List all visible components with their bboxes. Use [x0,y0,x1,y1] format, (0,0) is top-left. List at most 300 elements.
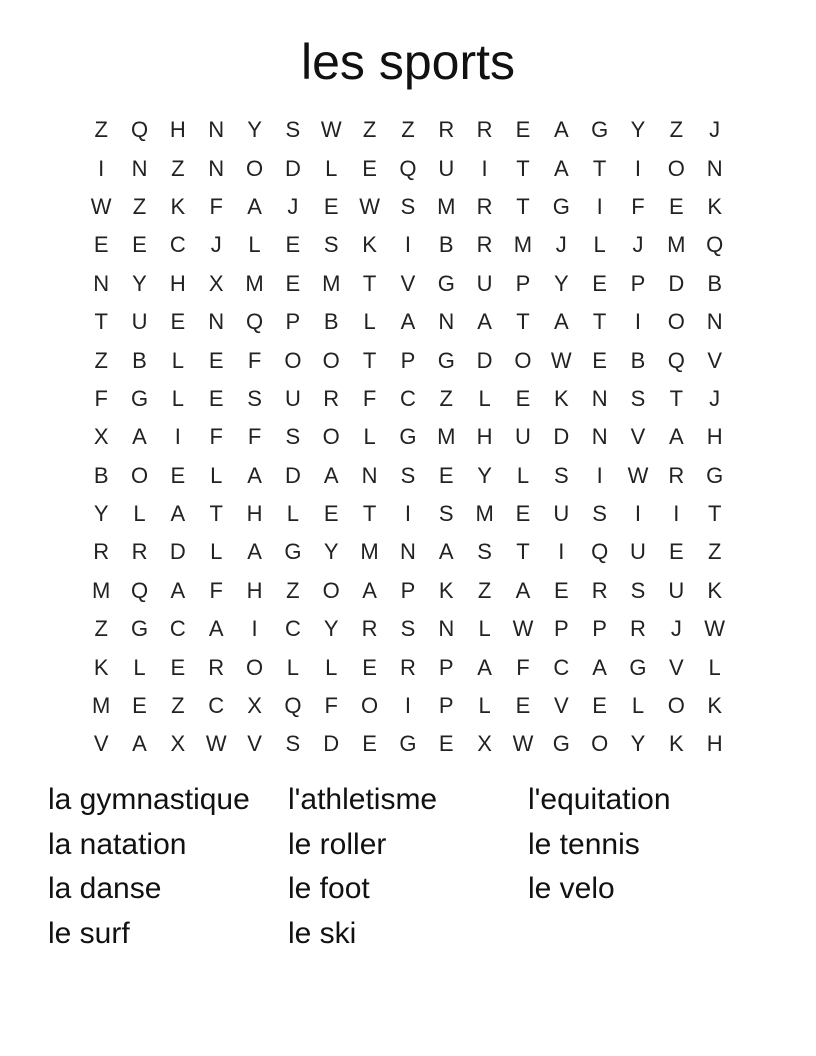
grid-letter[interactable]: K [553,385,569,411]
grid-letter[interactable]: X [247,693,262,719]
grid-letter[interactable]: T [362,270,377,296]
grid-letter[interactable]: L [133,654,146,680]
grid-letter[interactable]: T [669,385,684,411]
grid-letter[interactable]: R [668,462,685,488]
grid-letter[interactable]: Q [245,309,264,335]
grid-letter[interactable]: L [708,654,721,680]
grid-letter[interactable]: Y [93,501,109,527]
grid-letter[interactable]: S [592,501,607,527]
grid-letter[interactable]: E [323,193,339,219]
grid-letter[interactable]: N [208,309,225,335]
grid-letter[interactable]: K [362,232,377,258]
grid-letter[interactable]: E [285,232,301,258]
grid-letter[interactable]: T [592,155,607,181]
grid-letter[interactable]: L [248,232,261,258]
grid-letter[interactable]: P [553,616,569,642]
grid-letter[interactable]: R [208,654,225,680]
grid-letter[interactable]: A [515,577,531,603]
word-list-item: la natation [48,827,187,861]
grid-letter[interactable]: A [323,462,339,488]
grid-letter[interactable]: P [400,347,416,373]
grid-letter[interactable]: F [209,577,223,603]
grid-letter[interactable]: K [707,577,723,603]
grid-letter[interactable]: E [362,731,377,757]
grid-letter[interactable]: A [553,309,569,335]
grid-letter[interactable]: L [593,232,606,258]
word-list-item: le surf [48,916,130,950]
grid-letter[interactable]: O [245,155,264,181]
grid-letter[interactable]: F [516,654,530,680]
grid-letter[interactable]: L [631,693,645,719]
grid-letter[interactable]: S [285,424,301,450]
grid-letter[interactable]: L [478,385,491,411]
grid-letter[interactable]: H [706,424,723,450]
grid-letter[interactable]: G [399,424,417,450]
grid-letter[interactable]: D [169,539,186,565]
grid-letter[interactable]: A [247,539,262,565]
grid-letter[interactable]: S [400,193,416,219]
grid-letter[interactable]: L [478,693,491,719]
grid-letter[interactable]: E [592,693,607,719]
grid-letter[interactable]: H [706,731,723,757]
grid-letter[interactable]: U [630,539,646,565]
grid-letter[interactable]: A [438,539,454,565]
grid-letter[interactable]: R [399,654,416,680]
grid-letter[interactable]: E [170,309,186,335]
grid-letter[interactable]: Z [171,693,185,719]
grid-letter[interactable]: X [477,731,492,757]
grid-letter[interactable]: T [209,501,223,527]
grid-letter[interactable]: E [208,347,224,373]
grid-letter[interactable]: K [438,577,454,603]
grid-letter[interactable]: F [94,385,108,411]
grid-letter[interactable]: I [251,616,258,642]
grid-letter[interactable]: F [209,424,223,450]
grid-letter[interactable]: J [709,385,721,411]
grid-letter[interactable]: E [170,654,186,680]
grid-letter[interactable]: X [170,731,186,757]
grid-letter[interactable]: A [247,193,262,219]
grid-letter[interactable]: A [477,654,492,680]
grid-letter[interactable]: R [630,616,646,642]
grid-letter[interactable]: O [361,693,379,719]
grid-letter[interactable]: T [362,501,377,527]
grid-letter[interactable]: P [592,616,607,642]
grid-letter[interactable]: V [668,654,684,680]
grid-letter[interactable]: S [553,462,569,488]
grid-letter[interactable]: D [553,424,570,450]
grid-letter[interactable]: O [667,693,685,719]
grid-letter[interactable]: S [323,232,339,258]
grid-letter[interactable]: T [707,501,722,527]
grid-letter[interactable]: Z [94,616,108,642]
grid-letter[interactable]: L [363,424,376,450]
grid-letter[interactable]: S [285,731,301,757]
grid-letter[interactable]: L [210,462,223,488]
grid-letter[interactable]: I [98,155,105,181]
grid-letter[interactable]: T [592,309,607,335]
grid-letter[interactable]: K [93,654,109,680]
grid-letter[interactable]: A [592,654,607,680]
grid-letter[interactable]: E [515,693,531,719]
grid-letter[interactable]: B [93,462,109,488]
grid-letter[interactable]: L [325,654,338,680]
grid-letter[interactable]: Z [286,577,300,603]
grid-letter[interactable]: R [591,577,608,603]
grid-letter[interactable]: Z [439,385,453,411]
grid-letter[interactable]: Q [399,155,417,181]
grid-letter[interactable]: R [323,385,340,411]
grid-letter[interactable]: Y [477,462,492,488]
grid-letter[interactable]: E [362,654,377,680]
grid-letter[interactable]: N [591,424,608,450]
grid-letter[interactable]: L [286,501,300,527]
grid-letter[interactable]: S [400,616,416,642]
grid-letter[interactable]: J [210,232,222,258]
grid-letter[interactable]: W [704,616,726,642]
grid-letter[interactable]: W [320,117,342,143]
grid-letter[interactable]: A [132,424,147,450]
grid-letter[interactable]: O [245,654,264,680]
grid-letter[interactable]: G [552,731,570,757]
grid-letter[interactable]: F [247,347,262,373]
puzzle-title: les sports [301,34,515,90]
grid-letter[interactable]: K [707,193,723,219]
grid-letter[interactable]: L [133,501,146,527]
grid-letter[interactable]: X [93,424,109,450]
grid-letter[interactable]: D [284,155,301,181]
grid-letter[interactable]: Q [284,693,302,719]
grid-letter[interactable]: F [631,193,645,219]
grid-letter[interactable]: G [552,193,570,219]
grid-letter[interactable]: I [558,539,565,565]
grid-letter[interactable]: C [208,693,225,719]
grid-letter[interactable]: S [438,501,454,527]
grid-letter[interactable]: N [706,309,723,335]
grid-letter[interactable]: V [553,693,569,719]
grid-letter[interactable]: W [627,462,649,488]
grid-letter[interactable]: Y [323,539,339,565]
grid-letter[interactable]: U [668,577,685,603]
grid-letter[interactable]: L [286,654,300,680]
grid-letter[interactable]: I [596,193,603,219]
grid-letter[interactable]: Y [132,270,147,296]
grid-letter[interactable]: I [174,424,181,450]
grid-letter[interactable]: E [93,232,109,258]
grid-letter[interactable]: E [285,270,301,296]
grid-letter[interactable]: E [592,347,607,373]
grid-letter[interactable]: U [553,501,570,527]
grid-letter[interactable]: Z [94,347,108,373]
grid-letter[interactable]: O [322,347,340,373]
grid-letter[interactable]: L [516,462,530,488]
grid-letter[interactable]: R [93,539,110,565]
grid-letter[interactable]: A [553,117,569,143]
grid-letter[interactable]: M [437,424,456,450]
grid-letter[interactable]: I [634,155,642,181]
grid-letter[interactable]: Y [553,270,569,296]
grid-letter[interactable]: W [359,193,380,219]
grid-letter[interactable]: G [629,654,647,680]
grid-letter[interactable]: O [591,731,609,757]
grid-letter[interactable]: O [667,155,685,181]
grid-letter[interactable]: Y [630,117,646,143]
grid-letter[interactable]: K [170,193,186,219]
grid-letter[interactable]: U [476,270,493,296]
grid-letter[interactable]: E [438,462,454,488]
grid-letter[interactable]: M [360,539,379,565]
grid-letter[interactable]: N [208,117,225,143]
grid-letter[interactable]: A [132,731,147,757]
grid-letter[interactable]: A [170,501,186,527]
grid-letter[interactable]: X [208,270,224,296]
word-list-item: la danse [48,872,162,905]
grid-letter[interactable]: P [400,577,416,603]
word-list-item: l'athletisme [288,783,438,816]
grid-letter[interactable]: L [325,155,338,181]
grid-letter[interactable]: G [437,347,455,373]
grid-letter[interactable]: E [323,501,339,527]
grid-letter[interactable]: Q [706,232,724,258]
grid-letter[interactable]: B [707,270,723,296]
grid-letter[interactable]: I [634,501,642,527]
grid-letter[interactable]: M [437,193,456,219]
grid-letter[interactable]: Q [591,539,609,565]
grid-letter[interactable]: S [477,539,492,565]
grid-letter[interactable]: K [707,693,723,719]
grid-letter[interactable]: C [169,232,186,258]
grid-letter[interactable]: I [481,155,488,181]
grid-letter[interactable]: M [245,270,264,296]
grid-letter[interactable]: N [208,155,225,181]
grid-letter[interactable]: H [246,501,263,527]
grid-letter[interactable]: Y [630,731,646,757]
word-list-item: le ski [288,916,357,950]
grid-letter[interactable]: T [516,309,530,335]
word-list-item: l'equitation [528,783,671,816]
grid-letter[interactable]: A [668,424,684,450]
grid-letter[interactable]: H [246,577,263,603]
grid-letter[interactable]: Z [707,539,722,565]
grid-letter[interactable]: C [169,616,186,642]
grid-letter[interactable]: F [362,385,377,411]
grid-letter[interactable]: V [400,270,416,296]
grid-letter[interactable]: H [169,270,186,296]
grid-letter[interactable]: J [709,117,721,143]
grid-letter[interactable]: J [555,232,567,258]
grid-letter[interactable]: H [169,117,186,143]
grid-letter[interactable]: W [550,347,572,373]
grid-letter[interactable]: T [516,193,530,219]
grid-letter[interactable]: B [323,309,339,335]
grid-letter[interactable]: U [284,385,301,411]
grid-letter[interactable]: Q [130,577,149,603]
grid-letter[interactable]: A [362,577,377,603]
grid-letter[interactable]: E [668,539,684,565]
grid-letter[interactable]: R [361,616,378,642]
grid-letter[interactable]: R [438,117,455,143]
grid-letter[interactable]: O [284,347,302,373]
grid-letter[interactable]: U [515,424,531,450]
grid-letter[interactable]: Y [247,117,262,143]
grid-letter[interactable]: A [477,309,492,335]
grid-letter[interactable]: P [515,270,531,296]
grid-letter[interactable]: G [399,731,417,757]
grid-letter[interactable]: U [131,309,148,335]
grid-letter[interactable]: L [210,539,223,565]
grid-letter[interactable]: E [132,693,147,719]
grid-letter[interactable]: I [404,693,411,719]
grid-letter[interactable]: J [670,616,682,642]
grid-letter[interactable]: T [516,539,530,565]
grid-letter[interactable]: N [706,155,723,181]
grid-letter[interactable]: A [553,155,569,181]
grid-letter[interactable]: W [512,731,534,757]
grid-letter[interactable]: K [668,731,684,757]
grid-letter[interactable]: S [400,462,416,488]
grid-letter[interactable]: N [399,539,416,565]
grid-letter[interactable]: Z [362,117,377,143]
grid-letter[interactable]: J [632,232,644,258]
grid-letter[interactable]: M [667,232,686,258]
grid-letter[interactable]: N [361,462,378,488]
grid-letter[interactable]: D [284,462,301,488]
grid-letter[interactable]: A [400,309,416,335]
grid-letter[interactable]: F [209,193,223,219]
grid-letter[interactable]: S [247,385,262,411]
grid-letter[interactable]: N [591,385,608,411]
grid-letter[interactable]: P [630,270,646,296]
grid-letter[interactable]: D [323,731,340,757]
grid-letter[interactable]: Q [667,347,685,373]
grid-letter[interactable]: Z [401,117,415,143]
grid-letter[interactable]: S [630,577,646,603]
grid-letter[interactable]: A [170,577,186,603]
grid-letter[interactable]: E [208,385,224,411]
grid-letter[interactable]: G [130,385,149,411]
grid-letter[interactable]: Z [669,117,684,143]
grid-letter[interactable]: L [363,309,376,335]
grid-letter[interactable]: L [478,616,491,642]
grid-letter[interactable]: C [553,654,570,680]
grid-letter[interactable]: G [591,117,609,143]
grid-letter[interactable]: I [673,501,680,527]
grid-letter[interactable]: I [634,309,642,335]
grid-letter[interactable]: S [630,385,646,411]
grid-letter[interactable]: H [476,424,493,450]
grid-letter[interactable]: P [438,693,454,719]
grid-letter[interactable]: E [553,577,569,603]
grid-letter[interactable]: O [130,462,149,488]
grid-letter[interactable]: V [93,731,109,757]
grid-letter[interactable]: N [131,155,148,181]
grid-letter[interactable]: O [667,309,685,335]
grid-letter[interactable]: B [438,232,454,258]
word-list-item: le foot [288,872,370,905]
grid-letter[interactable]: R [476,232,493,258]
grid-letter[interactable]: E [170,462,186,488]
grid-letter[interactable]: B [132,347,147,373]
grid-letter[interactable]: G [437,270,455,296]
grid-letter[interactable]: N [93,270,110,296]
grid-letter[interactable]: E [515,385,531,411]
grid-letter[interactable]: O [322,424,340,450]
grid-letter[interactable]: V [247,731,262,757]
grid-letter[interactable]: Z [171,155,185,181]
grid-letter[interactable]: U [438,155,455,181]
grid-letter[interactable]: O [322,577,340,603]
grid-letter[interactable]: I [596,462,603,488]
grid-letter[interactable]: Z [94,117,108,143]
grid-letter[interactable]: E [438,731,454,757]
grid-letter[interactable]: D [476,347,493,373]
grid-letter[interactable]: N [438,616,455,642]
grid-letter[interactable]: A [247,462,262,488]
grid-letter[interactable]: M [513,232,533,258]
grid-letter[interactable]: J [287,193,299,219]
grid-letter[interactable]: Q [130,117,149,143]
grid-letter[interactable]: P [438,654,454,680]
word-list-item: la gymnastique [48,783,250,816]
grid-letter[interactable]: T [362,347,377,373]
grid-letter[interactable]: L [171,347,184,373]
grid-letter[interactable]: S [285,117,301,143]
grid-letter[interactable]: E [515,501,531,527]
grid-letter[interactable]: I [404,232,411,258]
grid-letter[interactable]: R [476,117,493,143]
grid-letter[interactable]: Z [477,577,492,603]
grid-letter[interactable]: Y [323,616,339,642]
grid-letter[interactable]: E [592,270,607,296]
grid-letter[interactable]: E [668,193,684,219]
grid-letter[interactable]: B [630,347,646,373]
grid-letter[interactable]: E [362,155,377,181]
grid-letter[interactable]: M [475,501,494,527]
grid-letter[interactable]: F [324,693,338,719]
grid-letter[interactable]: Z [132,193,147,219]
letter-grid [82,111,734,764]
word-list-item: le velo [528,872,615,905]
grid-letter[interactable]: E [515,117,531,143]
grid-letter[interactable]: A [208,616,224,642]
grid-letter[interactable]: G [284,539,302,565]
grid-letter[interactable]: W [90,193,112,219]
grid-letter[interactable]: E [132,232,147,258]
grid-letter[interactable]: R [131,539,148,565]
grid-letter[interactable]: C [399,385,416,411]
grid-letter[interactable]: M [92,577,111,603]
grid-letter[interactable]: I [404,501,411,527]
grid-letter[interactable]: T [516,155,530,181]
grid-letter[interactable]: V [707,347,723,373]
grid-letter[interactable]: V [630,424,646,450]
grid-letter[interactable]: F [247,424,262,450]
grid-letter[interactable]: G [706,462,724,488]
grid-letter[interactable]: C [284,616,301,642]
grid-letter[interactable]: O [514,347,532,373]
grid-letter[interactable]: M [92,693,111,719]
grid-letter[interactable]: W [205,731,227,757]
grid-letter[interactable]: W [512,616,534,642]
grid-letter[interactable]: M [322,270,341,296]
grid-letter[interactable]: G [130,616,149,642]
grid-letter[interactable]: R [476,193,493,219]
grid-letter[interactable]: D [668,270,685,296]
grid-letter[interactable]: T [94,309,108,335]
grid-letter[interactable]: P [285,309,301,335]
grid-letter[interactable]: N [438,309,455,335]
grid-letter[interactable]: L [171,385,184,411]
